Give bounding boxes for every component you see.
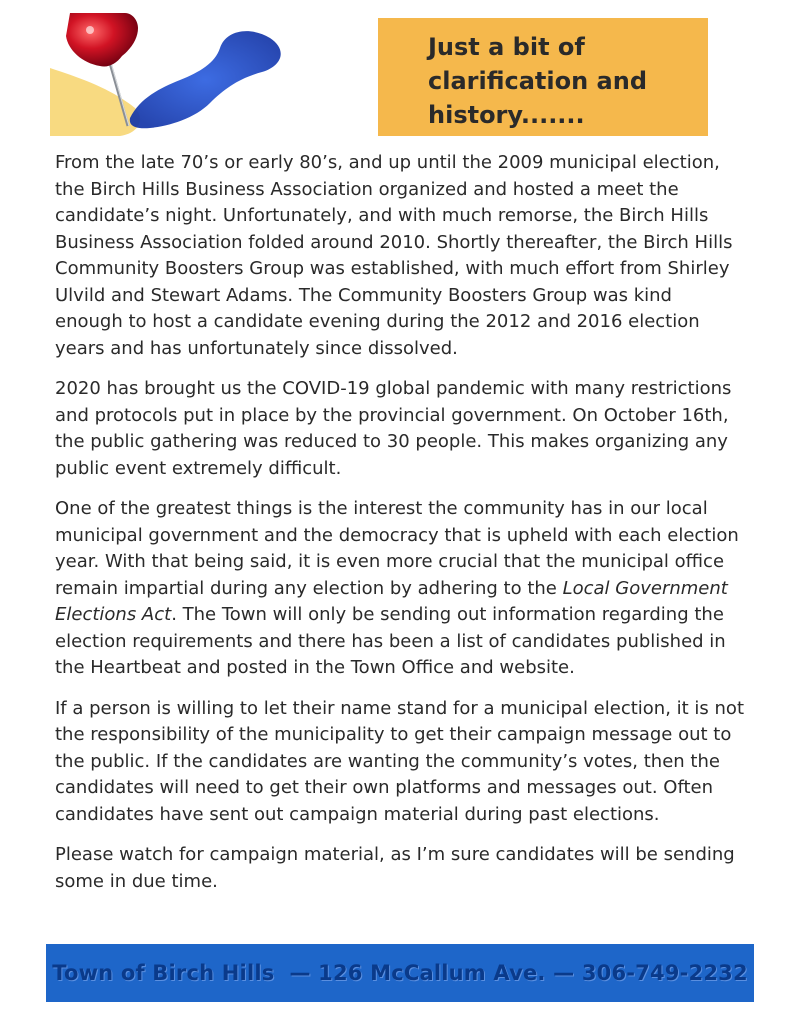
title-box	[378, 18, 708, 136]
footer-contact: Town of Birch Hills — 126 McCallum Ave. — 306-749-2232	[52, 961, 748, 985]
act-name: Local Government Elections Act	[55, 577, 728, 625]
paragraph-closing: Please watch for campaign material, as I’m sure candidates will be sending some in due time.	[55, 844, 735, 892]
title-line-3: history.......	[428, 101, 585, 129]
footer-bar	[46, 944, 754, 1002]
paragraph-impartiality-start: One of the greatest things is the interest the community has in our local municipal government and the democracy that is upheld with each election year. With that being said, it is even more crucial that the municipal office remain impartial during any election by adhering to the	[55, 498, 739, 599]
body-text	[55, 150, 745, 909]
push-pin-icon	[50, 8, 290, 138]
title-line-1: Just a bit of	[428, 33, 585, 61]
paragraph-responsibility: If a person is willing to let their name stand for a municipal election, it is not the responsibility of the municipality to get their campaign message out to the public. If the candidates are wanting the community’s votes, then the candidates will need to get their own platforms and messages out. Often candidates have sent out campaign material during past elections.	[55, 697, 745, 825]
paragraph-history: From the late 70’s or early 80’s, and up until the 2009 municipal election, the Birch Hills Business Association organized and hosted a meet the candidate’s night. Unfortunately, and with much remorse, the Birch Hills Business Association folded around 2010. Shortly thereafter, the Birch Hills Community Boosters Group was established, with much effort from Shirley Ulvild and Stewart Adams. The Community Boosters Group was kind enough to host a candidate evening during the 2012 and 2016 election years and has unfortunately since dissolved.	[55, 152, 733, 359]
paragraph-covid: 2020 has brought us the COVID-19 global pandemic with many restrictions and protocols put in place by the provincial government. On October 16th, the public gathering was reduced to 30 people. This makes organizing any public event extremely difficult.	[55, 378, 732, 479]
title-line-2: clarification and	[428, 67, 648, 95]
pin-head	[66, 13, 138, 67]
paragraph-impartiality	[55, 496, 745, 682]
paragraph-impartiality-end: . The Town will only be sending out information regarding the election requirements and there has been a list of candidates published in the Heartbeat and posted in the Town Office and website.	[55, 604, 726, 678]
blue-splash	[130, 31, 281, 128]
